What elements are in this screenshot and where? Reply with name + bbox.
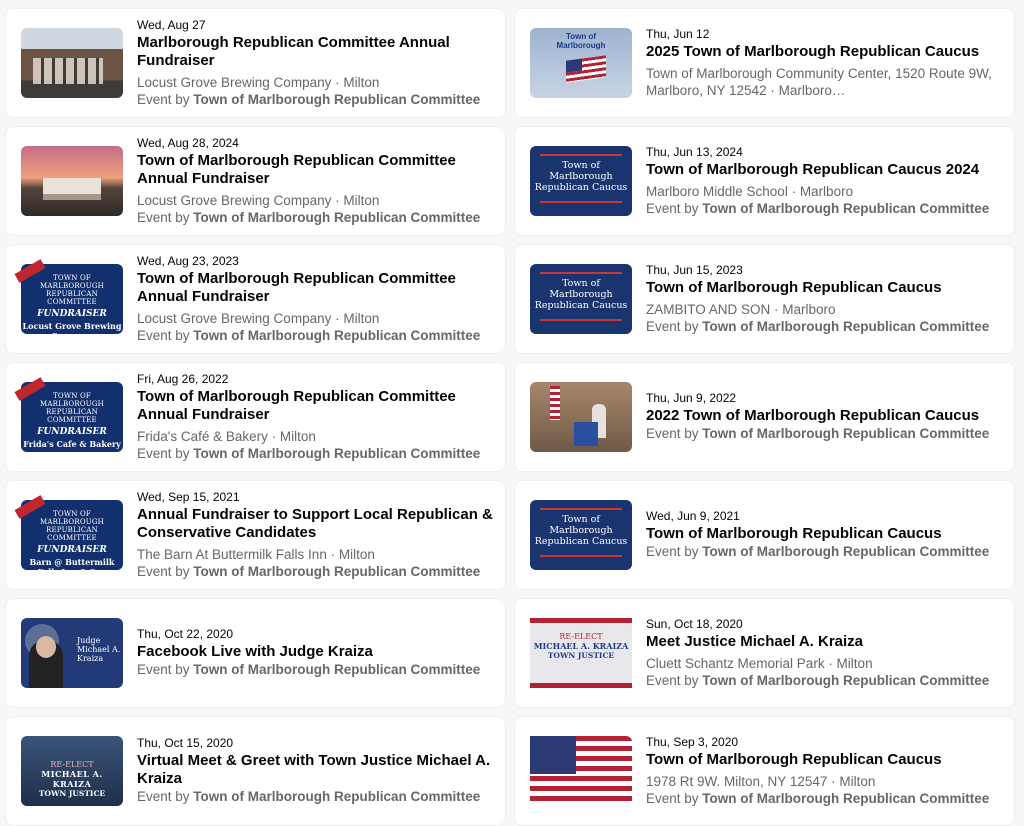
event-organizer <box>646 425 989 443</box>
organizer-link[interactable]: Town of Marlborough Republican Committee <box>702 790 990 806</box>
organizer-prefix: Event by <box>137 789 190 804</box>
organizer-link[interactable]: Town of Marlborough Republican Committee <box>193 209 481 225</box>
organizer-prefix: Event by <box>646 672 699 688</box>
event-card[interactable] <box>514 126 1015 236</box>
event-location: The Barn At Buttermilk Falls Inn · Milton <box>137 546 375 562</box>
event-date: Wed, Sep 15, 2021 <box>137 489 240 504</box>
event-card[interactable] <box>514 716 1015 826</box>
event-thumbnail[interactable] <box>530 264 632 334</box>
event-organizer <box>137 788 493 806</box>
organizer-link[interactable]: Town of Marlborough Republican Committee <box>702 318 990 334</box>
thumbnail-text: Judge <box>77 636 101 645</box>
event-info <box>137 372 493 463</box>
event-date: Wed, Aug 27 <box>137 17 206 32</box>
organizer-prefix: Event by <box>646 426 699 441</box>
event-location: Locust Grove Brewing Company · Milton <box>137 310 380 326</box>
event-info <box>137 490 493 581</box>
thumbnail-text: Michael A. <box>77 645 121 654</box>
event-location: Marlboro Middle School · Marlboro <box>646 183 854 199</box>
event-info <box>137 627 480 679</box>
event-info <box>646 617 989 690</box>
event-thumbnail[interactable] <box>21 618 123 688</box>
event-title[interactable]: Town of Marlborough Republican Caucus <box>646 525 942 542</box>
event-card[interactable] <box>514 598 1015 708</box>
event-title[interactable]: Town of Marlborough Republican Caucus <box>646 750 942 768</box>
event-thumbnail[interactable] <box>21 28 123 98</box>
thumbnail-text: Marlborough <box>556 41 606 50</box>
organizer-link[interactable]: Town of Marlborough Republican Committee <box>193 445 481 461</box>
thumbnail-text: FUNDRAISER <box>37 427 107 437</box>
event-date: Wed, Aug 28, 2024 <box>137 135 239 150</box>
event-card[interactable] <box>5 126 506 236</box>
event-date: Thu, Jun 15, 2023 <box>646 262 743 277</box>
event-info <box>646 509 989 561</box>
event-location: Frida's Café & Bakery · Milton <box>137 428 316 444</box>
event-title[interactable]: Town of Marlborough Republican Committee Annual Fundraiser <box>137 269 456 305</box>
organizer-link[interactable]: Town of Marlborough Republican Committee <box>193 789 481 804</box>
flag-icon <box>550 386 560 420</box>
thumbnail-text: Locust Grove Brewing Company <box>22 321 122 341</box>
flag-icon <box>566 55 606 83</box>
event-title[interactable]: Annual Fundraiser to Support Local Republican & Conservative Candidates <box>137 505 493 541</box>
organizer-prefix: Event by <box>137 327 190 343</box>
event-thumbnail[interactable] <box>21 500 123 577</box>
event-location: ZAMBITO AND SON · Marlboro <box>646 301 836 317</box>
event-title[interactable]: Meet Justice Michael A. Kraiza <box>646 632 864 650</box>
thumbnail-text: MICHAEL A. KRAIZA <box>41 769 103 789</box>
thumbnail-text: FUNDRAISER <box>37 309 107 319</box>
event-card[interactable] <box>5 8 506 118</box>
event-thumbnail[interactable] <box>21 736 123 806</box>
event-info <box>646 27 1002 99</box>
event-title[interactable]: Town of Marlborough Republican Committee Annual Fundraiser <box>137 151 456 187</box>
event-card[interactable] <box>514 8 1015 118</box>
event-thumbnail[interactable] <box>21 146 123 216</box>
organizer-prefix: Event by <box>137 209 190 225</box>
event-info <box>137 736 493 806</box>
event-info <box>137 254 493 345</box>
organizer-prefix: Event by <box>646 318 699 334</box>
event-card[interactable] <box>5 716 506 826</box>
organizer-prefix: Event by <box>137 563 190 579</box>
thumbnail-text: RE-ELECT <box>50 760 94 769</box>
event-title[interactable]: Virtual Meet & Greet with Town Justice Michael A. Kraiza <box>137 752 491 787</box>
event-card[interactable] <box>5 362 506 472</box>
event-date: Sun, Oct 18, 2020 <box>646 616 743 631</box>
event-card[interactable] <box>514 480 1015 590</box>
organizer-link[interactable]: Town of Marlborough Republican Committee <box>702 544 990 559</box>
event-location: Cluett Schantz Memorial Park · Milton <box>646 655 873 671</box>
thumbnail-text: TOWN OF MARLBOROUGH REPUBLICAN COMMITTEE <box>40 392 104 424</box>
event-organizer <box>646 790 989 808</box>
event-thumbnail[interactable] <box>530 382 632 452</box>
thumbnail-text: Republican Caucus <box>534 536 628 547</box>
event-organizer <box>137 91 493 109</box>
event-date: Fri, Aug 26, 2022 <box>137 371 229 386</box>
event-date: Thu, Jun 12 <box>646 27 710 41</box>
organizer-prefix: Event by <box>137 662 190 677</box>
event-organizer <box>646 318 989 336</box>
event-thumbnail[interactable] <box>530 28 632 98</box>
thumbnail-text: Kraiza <box>77 654 104 663</box>
events-grid <box>5 8 1015 826</box>
organizer-prefix: Event by <box>137 91 190 107</box>
organizer-prefix: Event by <box>646 544 699 559</box>
organizer-link[interactable]: Town of Marlborough Republican Committee <box>702 426 990 441</box>
event-thumbnail[interactable] <box>530 146 632 216</box>
event-date: Wed, Jun 9, 2021 <box>646 509 740 523</box>
organizer-prefix: Event by <box>646 200 699 216</box>
event-location: Town of Marlborough Community Center, 1520 Route 9W, Marlboro, NY 12542 · Marlboro… <box>646 66 992 98</box>
thumbnail-text: TOWN JUSTICE <box>547 651 615 660</box>
event-organizer <box>646 543 989 561</box>
thumbnail-text: Frida's Cafe & Bakery <box>23 439 121 449</box>
event-info <box>646 735 989 808</box>
thumbnail-text: TOWN OF MARLBOROUGH REPUBLICAN COMMITTEE <box>40 510 104 542</box>
event-location: Locust Grove Brewing Company · Milton <box>137 74 380 90</box>
thumbnail-text: TOWN JUSTICE <box>38 789 106 798</box>
event-organizer <box>137 445 493 463</box>
thumbnail-text: RE-ELECT <box>559 632 603 641</box>
event-organizer <box>137 327 493 345</box>
event-info <box>646 145 989 218</box>
event-info <box>137 18 493 109</box>
event-thumbnail[interactable] <box>530 500 632 570</box>
event-card[interactable] <box>5 598 506 708</box>
thumbnail-text: Republican Caucus <box>534 182 628 193</box>
event-title[interactable]: Town of Marlborough Republican Committee Annual Fundraiser <box>137 387 456 423</box>
event-date: Thu, Oct 15, 2020 <box>137 736 234 750</box>
event-title[interactable]: Marlborough Republican Committee Annual Fundraiser <box>137 33 450 69</box>
event-info <box>137 136 493 227</box>
event-thumbnail[interactable] <box>21 264 123 341</box>
event-card[interactable] <box>5 480 506 590</box>
thumbnail-text: Town of Marlborough <box>549 160 613 182</box>
event-title[interactable]: 2022 Town of Marlborough Republican Caucus <box>646 407 980 424</box>
thumbnail-text: FUNDRAISER <box>37 545 107 555</box>
event-organizer <box>137 661 480 679</box>
event-location: Locust Grove Brewing Company · Milton <box>137 192 380 208</box>
event-title[interactable]: Facebook Live with Judge Kraiza <box>137 643 373 660</box>
organizer-link[interactable]: Town of Marlborough Republican Committee <box>702 200 990 216</box>
event-organizer <box>137 209 493 227</box>
event-organizer <box>137 563 493 581</box>
thumbnail-text: Town of Marlborough <box>549 278 613 300</box>
event-title[interactable]: Town of Marlborough Republican Caucus 2024 <box>646 160 980 178</box>
organizer-link[interactable]: Town of Marlborough Republican Committee <box>193 662 481 677</box>
event-date: Thu, Oct 22, 2020 <box>137 627 234 641</box>
thumbnail-text: MICHAEL A. KRAIZA <box>533 641 629 651</box>
organizer-link[interactable]: Town of Marlborough Republican Committee <box>193 327 481 343</box>
event-date: Wed, Aug 23, 2023 <box>137 253 239 268</box>
event-thumbnail[interactable] <box>21 382 123 452</box>
event-thumbnail[interactable] <box>530 736 632 806</box>
organizer-link[interactable]: Town of Marlborough Republican Committee <box>193 563 481 579</box>
organizer-prefix: Event by <box>646 790 699 806</box>
thumbnail-text: Barn @ Buttermilk Falls Inn & Spa <box>29 557 115 577</box>
thumbnail-text: Town of <box>565 32 597 41</box>
event-date: Thu, Sep 3, 2020 <box>646 734 739 749</box>
thumbnail-text: TOWN OF MARLBOROUGH REPUBLICAN COMMITTEE <box>40 274 104 306</box>
event-thumbnail[interactable] <box>530 618 632 688</box>
event-date: Thu, Jun 9, 2022 <box>646 391 737 405</box>
organizer-link[interactable]: Town of Marlborough Republican Committee <box>193 91 481 107</box>
event-organizer <box>646 200 989 218</box>
thumbnail-text: Republican Caucus <box>534 300 628 311</box>
organizer-prefix: Event by <box>137 445 190 461</box>
event-card[interactable] <box>514 362 1015 472</box>
event-title[interactable]: Town of Marlborough Republican Caucus <box>646 278 942 296</box>
event-card[interactable] <box>5 244 506 354</box>
event-info <box>646 391 989 443</box>
event-location: 1978 Rt 9W. Milton, NY 12547 · Milton <box>646 773 876 789</box>
event-title[interactable]: 2025 Town of Marlborough Republican Caucus <box>646 43 980 60</box>
event-date: Thu, Jun 13, 2024 <box>646 144 743 159</box>
event-card[interactable] <box>514 244 1015 354</box>
event-organizer <box>646 672 989 690</box>
organizer-link[interactable]: Town of Marlborough Republican Committee <box>702 672 990 688</box>
event-info <box>646 263 989 336</box>
thumbnail-text: Town of Marlborough <box>549 514 613 536</box>
